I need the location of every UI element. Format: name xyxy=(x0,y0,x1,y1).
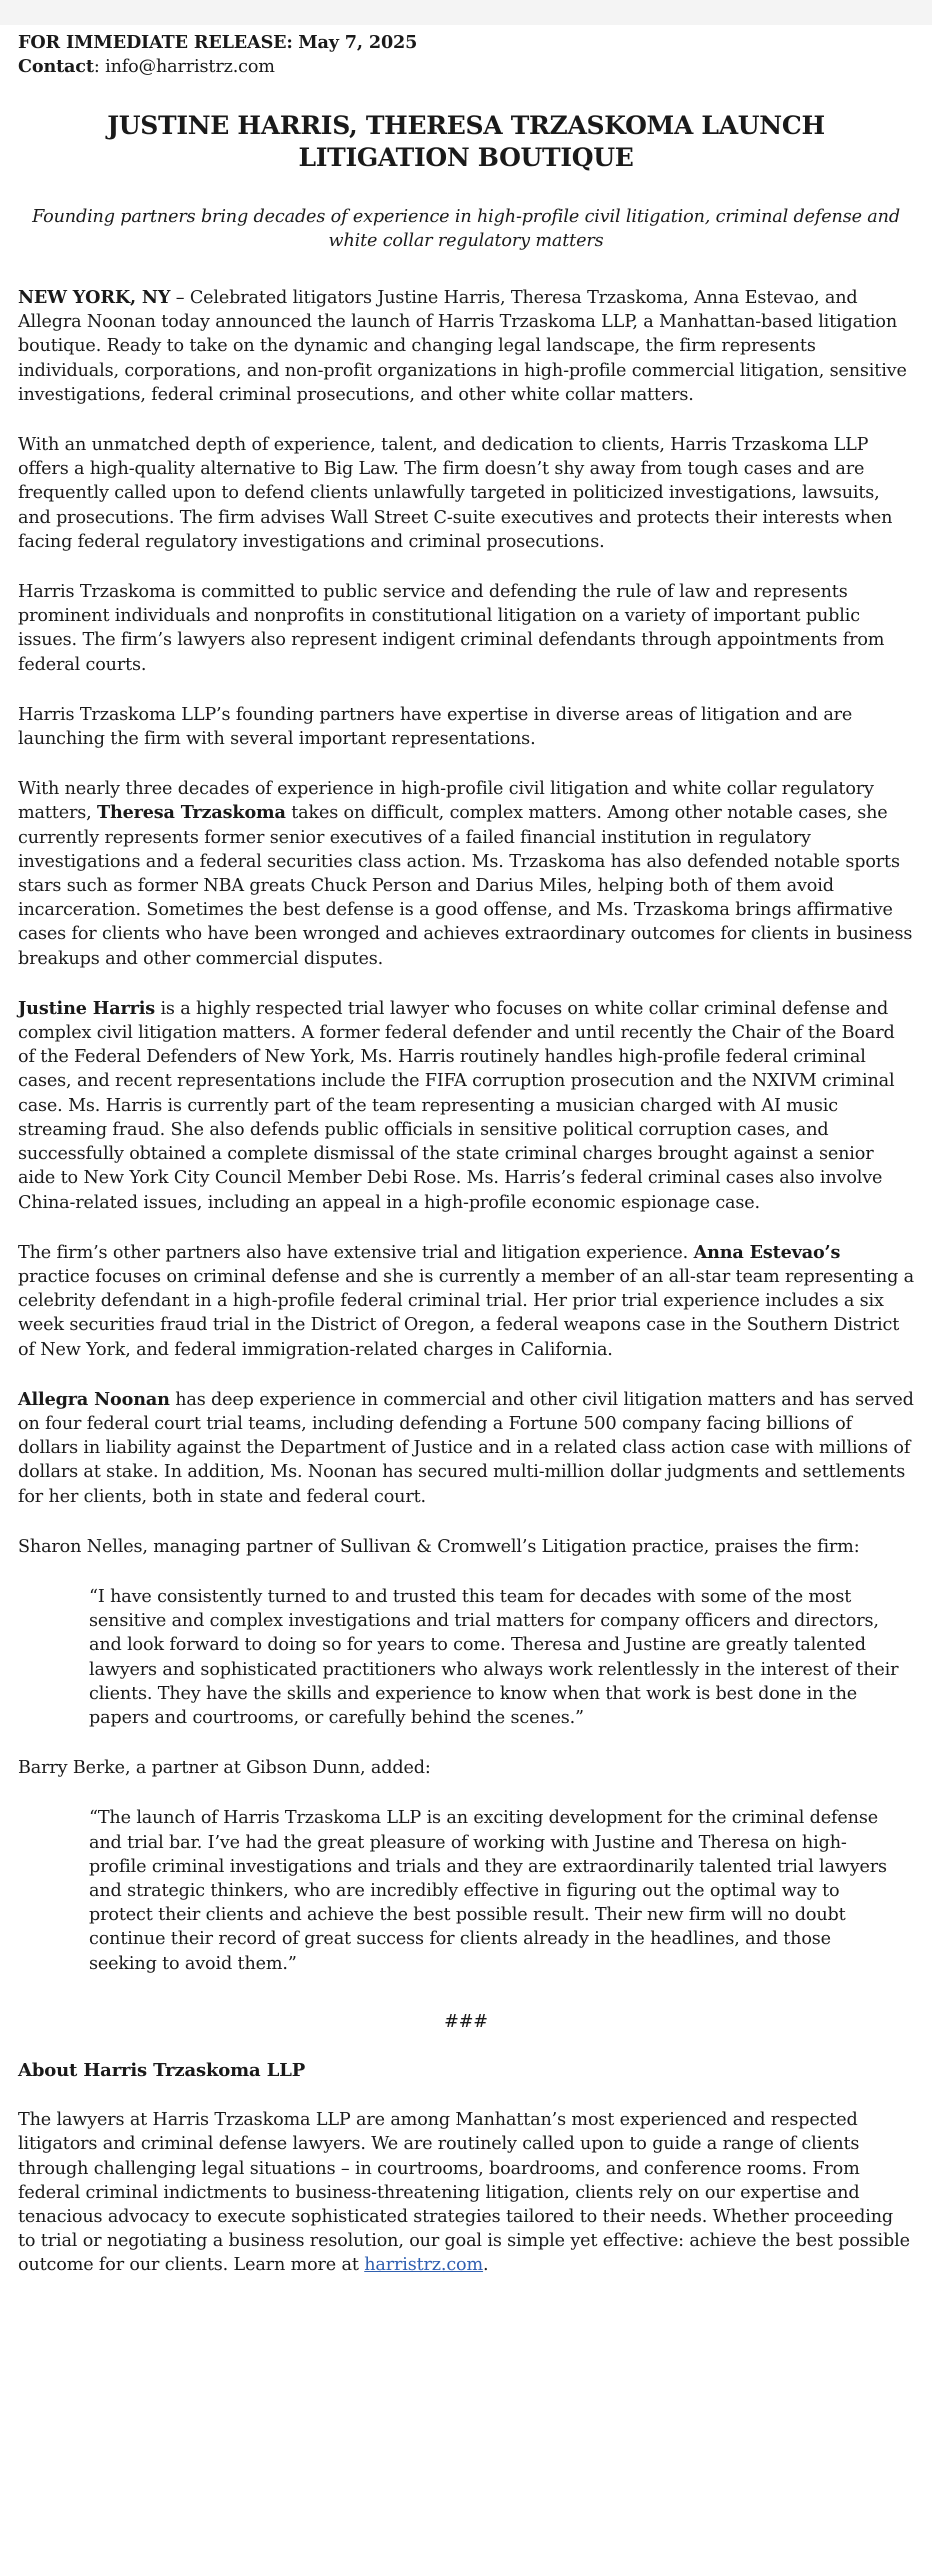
paragraph-noonan-bio xyxy=(18,1388,914,1509)
paragraph-text: – Celebrated litigators Justine Harris, Theresa Trzaskoma, Anna Estevao, and Allegra Noonan today announced the launch of Harris Trzaskoma LLP, a Manhattan-based litigation boutique. Ready to take on the dynamic and changing legal landscape, the firm represents individuals, corporations, and non-profit organizations in high-profile commercial litigation, sensitive investigations, federal criminal prosecutions, and other white collar matters. xyxy=(18,288,907,405)
paragraph-text: practice focuses on criminal defense and she is currently a member of an all-star team representing a celebrity defendant in a high-profile federal criminal trial. Her prior trial experience includes a six week securities fraud trial in the District of Oregon, a federal weapons case in the Southern District of New York, and federal immigration-related charges in California. xyxy=(18,1266,914,1360)
paragraph-text: is a highly respected trial lawyer who focuses on white collar criminal defense and complex civil litigation matters. A former federal defender and until recently the Chair of the Board of the Federal Defenders of New York, Ms. Harris routinely handles high-profile federal criminal cases, and recent representations include the FIFA corruption prosecution and the NXIVM criminal case. Ms. Harris is currently part of the team representing a musician charged with AI music streaming fraud. She also defends public officials in sensitive political corruption cases, and successfully obtained a complete dismissal of the state criminal charges brought against a senior aide to New York City Council Member Debi Rose. Ms. Harris’s federal criminal cases also involve China-related issues, including an appeal in a high-profile economic espionage case. xyxy=(18,998,895,1213)
paragraph-intro xyxy=(18,286,914,407)
page-subtitle: Founding partners bring decades of experience in high-profile civil litigation, criminal defense and white collar regulatory matters xyxy=(32,207,900,251)
paragraph-trzaskoma-bio xyxy=(18,777,914,971)
dateline: NEW YORK, NY xyxy=(18,287,171,308)
paragraph-text: has deep experience in commercial and other civil litigation matters and has served on four federal court trial teams, including defending a Fortune 500 company facing billions of dollars in liability against the Department of Justice and in a related class action case with millions of dollars at stake. In addition, Ms. Noonan has secured multi-million dollar judgments and settlements for her clients, both in state and federal court. xyxy=(18,1389,914,1507)
paragraph-text: The firm’s other partners also have extensive trial and litigation experience. xyxy=(18,1242,694,1263)
quote-intro-berke: Barry Berke, a partner at Gibson Dunn, added: xyxy=(18,1758,431,1779)
about-paragraph xyxy=(18,2108,914,2277)
paragraph-estevao-bio xyxy=(18,1241,914,1362)
paragraph-public-service: Harris Trzaskoma is committed to public service and defending the rule of law and represents prominent individuals and nonprofits in constitutional litigation on a variety of important public issues. The firm’s lawyers also represent indigent criminal defendants through appointments from federal courts. xyxy=(18,582,885,675)
quote-intro-nelles: Sharon Nelles, managing partner of Sullivan & Cromwell’s Litigation practice, praises the firm: xyxy=(18,1536,860,1557)
end-separator: ### xyxy=(444,2011,488,2032)
page-title: JUSTINE HARRIS, THERESA TRZASKOMA LAUNCH LITIGATION BOUTIQUE xyxy=(107,111,825,172)
top-bar xyxy=(0,0,932,25)
paragraph-text: The lawyers at Harris Trzaskoma LLP are among Manhattan’s most experienced and respected litigators and criminal defense lawyers. We are routinely called upon to guide a range of clients through challenging legal situations – in courtrooms, boardrooms, and conference rooms. From federal criminal indictments to business-threatening litigation, clients rely on our expertise and tenacious advocacy to execute sophisticated strategies tailored to their needs. Whether proceeding to trial or negotiating a business resolution, our goal is simple yet effective: achieve the best possible outcome for our clients. Learn more at xyxy=(18,2110,910,2276)
paragraph-harris-bio xyxy=(18,997,914,1215)
contact-email: info@harristrz.com xyxy=(105,57,275,77)
partner-name-estevao: Anna Estevao’s xyxy=(693,1241,841,1263)
about-heading: About Harris Trzaskoma LLP xyxy=(18,2059,306,2081)
paragraph-text: takes on difficult, complex matters. Among other notable cases, she currently represents former senior executives of a failed financial institution in regulatory investigations and a federal securities class action. Ms. Trzaskoma has also defended notable sports stars such as former NBA greats Chuck Person and Darius Miles, helping both of them avoid incarceration. Sometimes the best defense is a good offense, and Ms. Trzaskoma brings affirmative cases for clients who have been wronged and achieves extraordinary outcomes for clients in business breakups and other commercial disputes. xyxy=(18,803,913,969)
blockquote-nelles: “I have consistently turned to and trusted this team for decades with some of the most sensitive and complex investigations and trial matters for company officers and directors, and look forward to doing so for years to come. Theresa and Justine are greatly talented lawyers and sophisticated practitioners who always work relentlessly in the interest of their clients. They have the skills and experience to know when that work is best done in the papers and courtrooms, or carefully behind the scenes.” xyxy=(89,1586,899,1728)
paragraph-end: . xyxy=(483,2255,489,2276)
paragraph-firm-overview: With an unmatched depth of experience, talent, and dedication to clients, Harris Trzaskoma LLP offers a high-quality alternative to Big Law. The firm doesn’t shy away from tough cases and are frequently called upon to defend clients unlawfully targeted in politicized investigations, lawsuits, and prosecutions. The firm advises Wall Street C-suite executives and protects their interests when facing federal regulatory investigations and criminal prosecutions. xyxy=(18,435,893,552)
partner-name-harris: Justine Harris xyxy=(18,997,155,1019)
blockquote-berke: “The launch of Harris Trzaskoma LLP is an exciting development for the criminal defense and trial bar. I’ve had the great pleasure of working with Justine and Theresa on high-profile criminal investigations and trials and they are extraordinarily talented trial lawyers and strategic thinkers, who are incredibly effective in figuring out the optimal way to protect their clients and achieve the best possible result. Their new firm will no doubt continue their record of great success for clients already in the headlines, and those seeking to avoid them.” xyxy=(89,1808,887,1974)
press-release-document xyxy=(0,31,932,2278)
partner-name-trzaskoma: Theresa Trzaskoma xyxy=(97,802,286,824)
contact-line xyxy=(18,55,914,79)
release-date: May 7, 2025 xyxy=(298,32,418,53)
release-line xyxy=(18,31,914,55)
partner-name-noonan: Allegra Noonan xyxy=(18,1388,170,1410)
release-label: FOR IMMEDIATE RELEASE: xyxy=(18,32,293,53)
contact-label: Contact xyxy=(18,56,94,77)
paragraph-founding-partners: Harris Trzaskoma LLP’s founding partners have expertise in diverse areas of litigation and are launching the firm with several important representations. xyxy=(18,704,853,750)
contact-separator: : xyxy=(93,57,106,77)
website-link[interactable]: harristrz.com xyxy=(364,2255,484,2276)
paragraph-text: With nearly three decades of experience in high-profile civil litigation and white collar regulatory matters, xyxy=(18,779,874,824)
